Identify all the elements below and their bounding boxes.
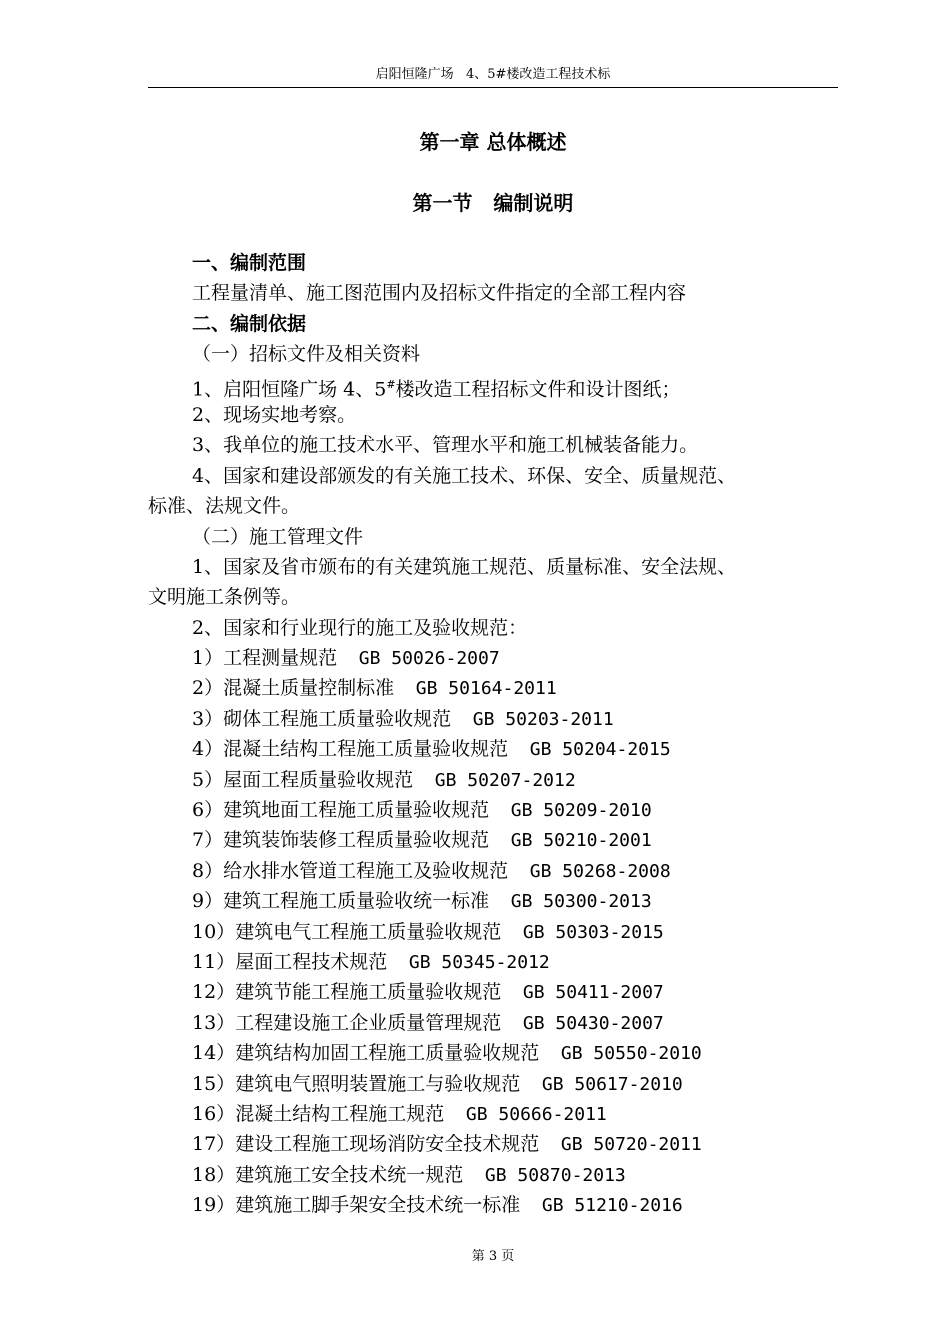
standard-code: GB 51210-2016 — [541, 1195, 683, 1217]
standard-code: GB 50210-2001 — [510, 830, 652, 852]
page-header: 启阳恒隆广场 4、5#楼改造工程技术标 — [375, 67, 611, 82]
standard-number: 7） — [192, 829, 224, 852]
standard-code: GB 50203-2011 — [472, 708, 614, 730]
heading-scope: 一、编制范围 — [192, 252, 307, 274]
paragraph-scope: 工程量清单、施工图范围内及招标文件指定的全部工程内容 — [192, 282, 687, 305]
standard-name: 工程测量规范 — [223, 647, 338, 670]
standard-number: 8） — [192, 859, 224, 882]
standard-name: 砌体工程施工质量验收规范 — [223, 707, 452, 730]
standard-list-item — [148, 917, 838, 947]
standard-list-item — [148, 825, 838, 855]
standard-code: GB 50207-2012 — [434, 769, 576, 791]
standard-list-item — [148, 765, 838, 795]
standard-number: 19） — [192, 1194, 236, 1217]
list-item-text-tail: 楼改造工程招标文件和设计图纸； — [395, 377, 681, 400]
standard-number: 17） — [192, 1133, 236, 1156]
header-rule — [148, 87, 838, 88]
standard-code: GB 50870-2013 — [484, 1164, 626, 1186]
standard-list-item — [148, 673, 838, 703]
standard-name: 混凝土结构工程施工规范 — [235, 1102, 445, 1125]
superscript-mark: # — [386, 377, 396, 391]
document-body — [148, 248, 838, 1221]
standard-code: GB 50666-2011 — [465, 1103, 607, 1125]
standard-name: 建筑施工安全技术统一规范 — [235, 1163, 464, 1186]
standard-list-item — [148, 947, 838, 977]
list-item-tender-4-cont: 标准、法规文件。 — [148, 495, 301, 518]
standard-code: GB 50430-2007 — [522, 1012, 664, 1034]
standard-list-item — [148, 886, 838, 916]
list-item-text: 1、启阳恒隆广场 4、5 — [192, 377, 387, 400]
standards-list — [148, 643, 838, 1220]
standard-number: 10） — [192, 920, 236, 943]
standard-list-item — [148, 1160, 838, 1190]
standard-number: 2） — [192, 677, 224, 700]
list-item-tender-1 — [148, 370, 838, 400]
standard-list-item — [148, 1038, 838, 1068]
list-item-mgmt-1-cont: 文明施工条例等。 — [148, 586, 301, 609]
standard-list-item — [148, 977, 838, 1007]
standard-code: GB 50345-2012 — [408, 951, 550, 973]
chapter-title: 第一章 总体概述 — [419, 130, 567, 154]
standard-code: GB 50303-2015 — [522, 921, 664, 943]
standard-code: GB 50550-2010 — [560, 1043, 702, 1065]
standard-name: 建筑施工脚手架安全技术统一标准 — [235, 1194, 521, 1217]
standard-name: 建设工程施工现场消防安全技术规范 — [235, 1133, 540, 1156]
standard-code: GB 50720-2011 — [560, 1134, 702, 1156]
standard-list-item — [148, 1008, 838, 1038]
standard-name: 给水排水管道工程施工及验收规范 — [223, 859, 509, 882]
standard-list-item — [148, 734, 838, 764]
standard-code: GB 50268-2008 — [529, 860, 671, 882]
standard-name: 建筑地面工程施工质量验收规范 — [223, 799, 490, 822]
standard-name: 建筑装饰装修工程质量验收规范 — [223, 829, 490, 852]
standard-name: 混凝土质量控制标准 — [223, 677, 395, 700]
standard-list-item — [148, 1069, 838, 1099]
list-item-mgmt-1: 1、国家及省市颁布的有关建筑施工规范、质量标准、安全法规、 — [192, 555, 737, 578]
standard-list-item — [148, 1190, 838, 1220]
standard-list-item — [148, 704, 838, 734]
section-title: 第一节 编制说明 — [412, 191, 574, 215]
standard-list-item — [148, 856, 838, 886]
standard-number: 15） — [192, 1072, 236, 1095]
standard-code: GB 50617-2010 — [541, 1073, 683, 1095]
standard-list-item — [148, 1099, 838, 1129]
standard-number: 5） — [192, 768, 224, 791]
standard-list-item — [148, 795, 838, 825]
standard-name: 工程建设施工企业质量管理规范 — [235, 1011, 502, 1034]
standard-name: 建筑工程施工质量验收统一标准 — [223, 890, 490, 913]
standard-name: 建筑节能工程施工质量验收规范 — [235, 981, 502, 1004]
standard-code: GB 50411-2007 — [522, 982, 664, 1004]
standard-list-item — [148, 1129, 838, 1159]
standard-number: 14） — [192, 1042, 236, 1065]
standard-code: GB 50209-2010 — [510, 800, 652, 822]
standard-code: GB 50026-2007 — [358, 648, 500, 670]
standard-name: 屋面工程技术规范 — [235, 950, 388, 973]
standard-list-item — [148, 643, 838, 673]
standard-number: 6） — [192, 799, 224, 822]
standard-code: GB 50300-2013 — [510, 891, 652, 913]
subheading-management-docs: （二）施工管理文件 — [192, 525, 364, 548]
list-item-tender-3: 3、我单位的施工技术水平、管理水平和施工机械装备能力。 — [192, 434, 699, 457]
subheading-tender-docs: （一）招标文件及相关资料 — [192, 343, 421, 366]
standard-number: 11） — [192, 950, 236, 973]
standard-code: GB 50204-2015 — [529, 739, 671, 761]
standard-name: 建筑结构加固工程施工质量验收规范 — [235, 1042, 540, 1065]
standard-name: 屋面工程质量验收规范 — [223, 768, 414, 791]
standard-number: 13） — [192, 1011, 236, 1034]
standard-name: 建筑电气照明装置施工与验收规范 — [235, 1072, 521, 1095]
standard-code: GB 50164-2011 — [415, 678, 557, 700]
standard-name: 混凝土结构工程施工质量验收规范 — [223, 738, 509, 761]
list-item-mgmt-2: 2、国家和行业现行的施工及验收规范： — [192, 616, 528, 639]
heading-basis: 二、编制依据 — [192, 312, 307, 335]
standard-number: 18） — [192, 1163, 236, 1186]
standard-name: 建筑电气工程施工质量验收规范 — [235, 920, 502, 943]
list-item-tender-2: 2、现场实地考察。 — [192, 403, 357, 426]
page-number: 第 3 页 — [471, 1249, 515, 1264]
standard-number: 4） — [192, 738, 224, 761]
standard-number: 9） — [192, 890, 224, 913]
standard-number: 16） — [192, 1102, 236, 1125]
standard-number: 3） — [192, 707, 224, 730]
standard-number: 12） — [192, 981, 236, 1004]
list-item-tender-4: 4、国家和建设部颁发的有关施工技术、环保、安全、质量规范、 — [192, 464, 737, 487]
standard-number: 1） — [192, 647, 224, 670]
